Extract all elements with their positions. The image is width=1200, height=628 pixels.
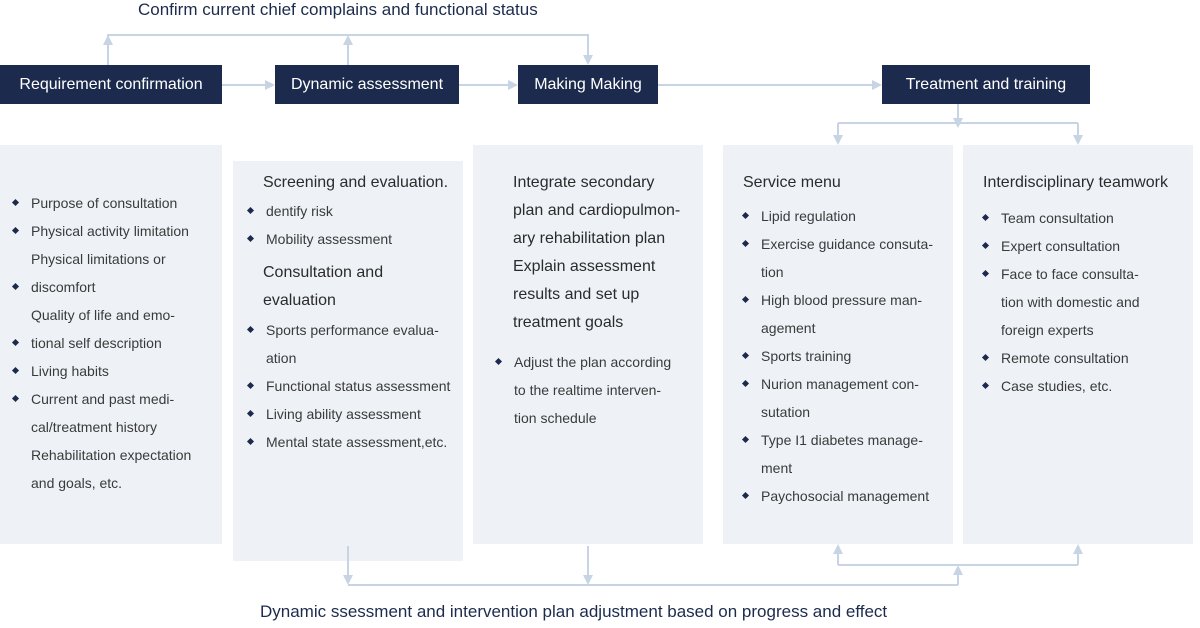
list-item: Living habits bbox=[31, 357, 191, 385]
plan-line: plan and cardiopulmon- bbox=[513, 202, 681, 219]
step-dynamic-assessment bbox=[275, 65, 459, 104]
list-item: Sports performance evalua- bbox=[266, 316, 450, 344]
list-item: Lipid regulation bbox=[761, 202, 933, 230]
list-item: to the realtime interven- bbox=[514, 382, 662, 398]
list-item: discomfort bbox=[31, 273, 191, 301]
list-item: Living ability assessment bbox=[266, 400, 450, 428]
consultation-title-cont: evaluation bbox=[263, 292, 336, 309]
step-label: Dynamic assessment bbox=[290, 75, 444, 93]
list-item: Nurion management con- bbox=[761, 370, 933, 398]
step-making bbox=[518, 65, 658, 104]
plan-line: treatment goals bbox=[513, 314, 624, 331]
list-item: tional self description bbox=[31, 329, 191, 357]
list-item: sutation bbox=[761, 404, 811, 420]
list-item: agement bbox=[761, 320, 816, 336]
list-item: Case studies, etc. bbox=[1001, 372, 1140, 400]
plan-line: results and set up bbox=[513, 286, 640, 303]
list-item: Mental state assessment,etc. bbox=[266, 428, 450, 456]
service-menu-title: Service menu bbox=[743, 174, 841, 191]
screening-title: Screening and evaluation. bbox=[263, 174, 449, 191]
list-item: tion bbox=[761, 264, 784, 280]
list-item: Mobility assessment bbox=[266, 225, 392, 253]
list-item: Remote consultation bbox=[1001, 344, 1140, 372]
teamwork-title: Interdisciplinary teamwork bbox=[983, 174, 1168, 191]
list-item: tion with domestic and bbox=[1001, 294, 1140, 310]
list-item: Face to face consulta- bbox=[1001, 260, 1140, 288]
step-label: Making Making bbox=[534, 75, 642, 93]
step-requirement-confirmation bbox=[0, 65, 222, 104]
list-item: Expert consultation bbox=[1001, 232, 1140, 260]
consultation-title: Consultation and bbox=[263, 264, 384, 281]
list-item: ment bbox=[761, 460, 793, 476]
list-item: Purpose of consultation bbox=[31, 189, 191, 217]
step-treatment-training bbox=[882, 65, 1090, 104]
list-item: Physical limitations or bbox=[31, 251, 166, 267]
list-item: Exercise guidance consuta- bbox=[761, 230, 933, 258]
plan-line: Explain assessment bbox=[513, 258, 656, 275]
plan-line: Integrate secondary bbox=[513, 174, 655, 191]
list-item: Adjust the plan according bbox=[514, 348, 671, 376]
list-item: Physical activity limitation bbox=[31, 217, 191, 245]
list-item: cal/treatment history bbox=[31, 419, 158, 435]
list-item: foreign experts bbox=[1001, 322, 1094, 338]
list-item: Current and past medi- bbox=[31, 385, 191, 413]
list-item: tion schedule bbox=[514, 410, 597, 426]
list-item: Team consultation bbox=[1001, 204, 1140, 232]
list-item: High blood pressure man- bbox=[761, 286, 933, 314]
plan-line: ary rehabilitation plan bbox=[513, 230, 666, 247]
step-label: Treatment and training bbox=[905, 75, 1067, 93]
list-item: and goals, etc. bbox=[31, 475, 123, 491]
list-item: Quality of life and emo- bbox=[31, 307, 175, 323]
list-item: Rehabilitation expectation bbox=[31, 447, 192, 463]
list-item: Type I1 diabetes manage- bbox=[761, 426, 933, 454]
bottom-feedback-caption: Dynamic ssessment and intervention plan adjustment based on progress and effect bbox=[260, 602, 888, 621]
list-item: Paychosocial management bbox=[761, 482, 933, 510]
list-item: dentify risk bbox=[266, 197, 392, 225]
list-item: Functional status assessment bbox=[266, 372, 450, 400]
list-item: Sports training bbox=[761, 342, 933, 370]
step-label: Requirement confirmation bbox=[19, 75, 203, 93]
top-feedback-caption: Confirm current chief complains and functional status bbox=[138, 0, 538, 19]
list-item: ation bbox=[266, 350, 297, 366]
